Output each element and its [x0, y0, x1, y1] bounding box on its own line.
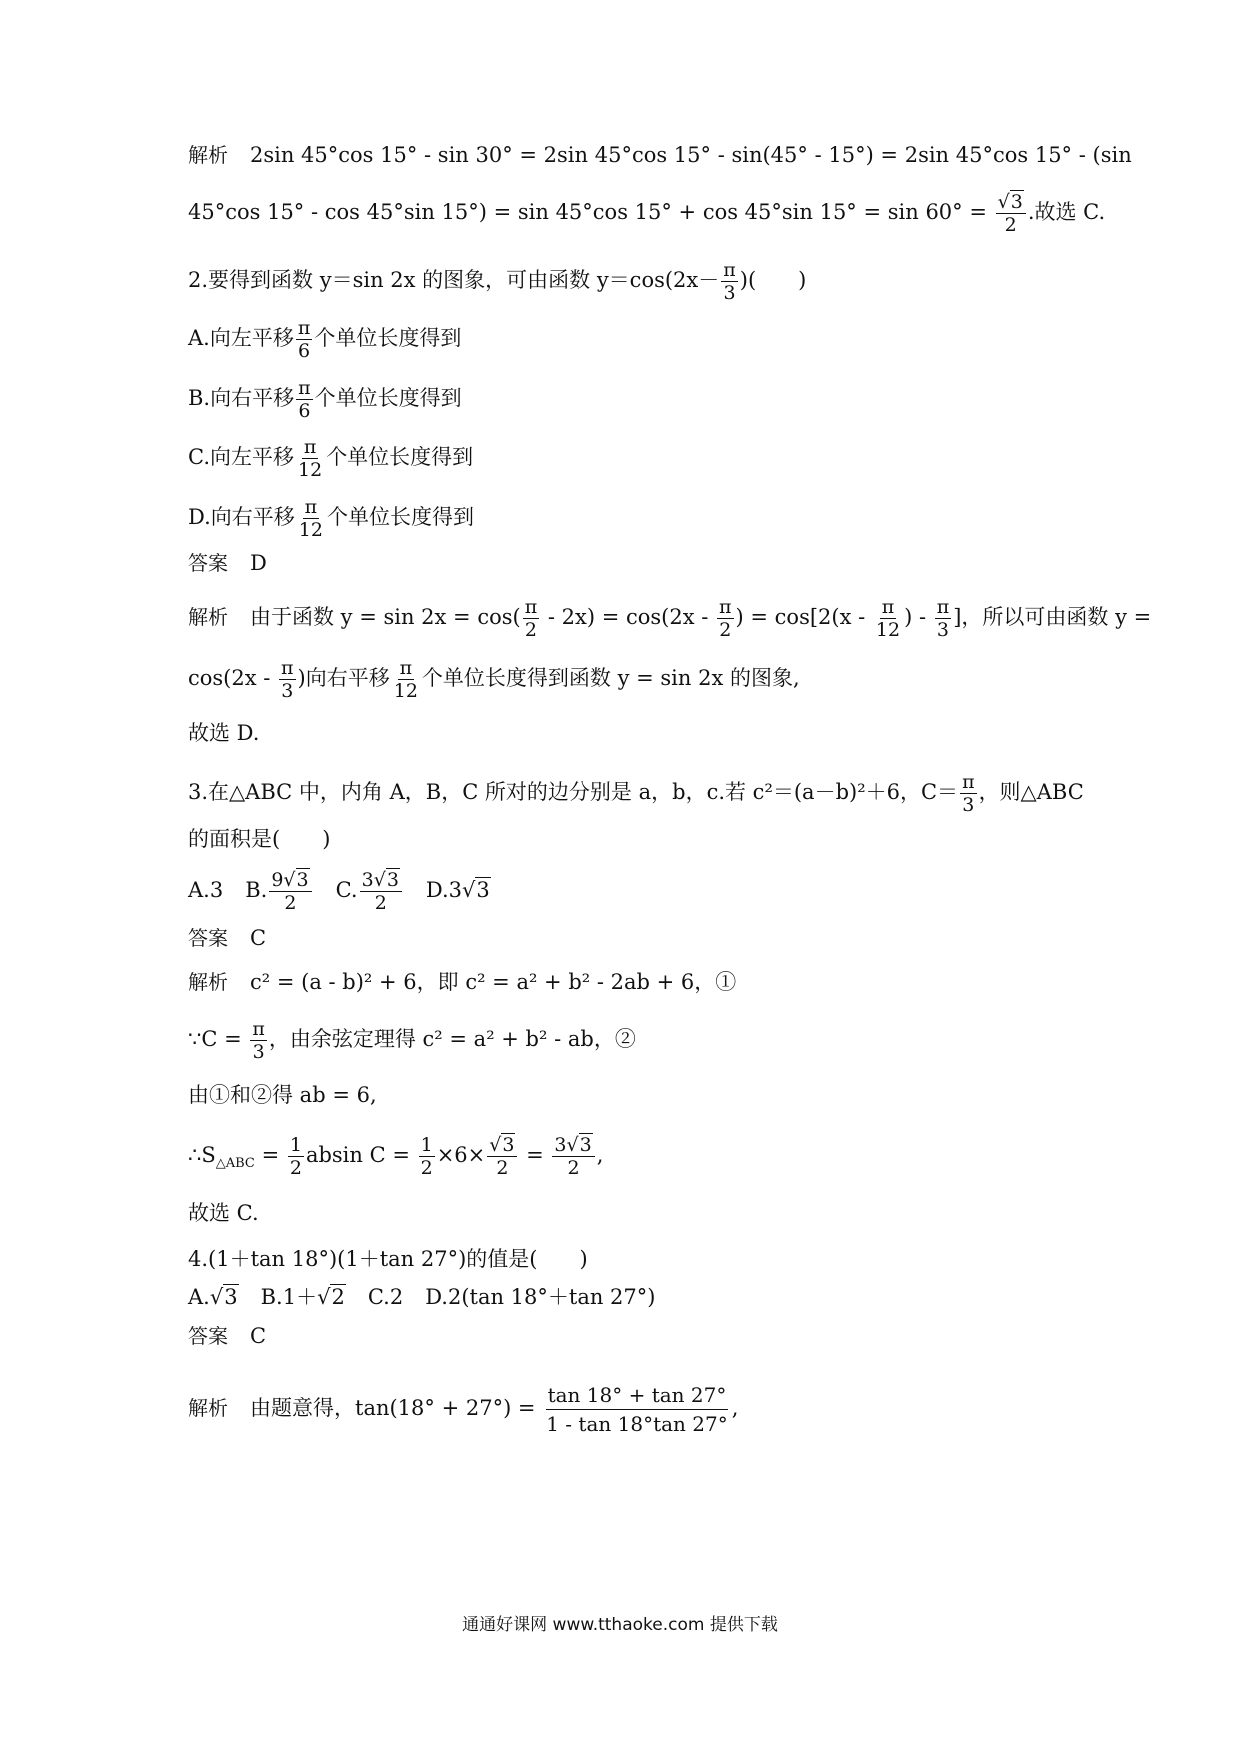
answer-label: 答案	[188, 1324, 228, 1348]
q2-stem: 2.要得到函数 y＝sin 2x 的图象，可由函数 y＝cos(2x－ $\frac{\pi}{3}$ )( )	[188, 259, 807, 304]
q2-analysis-line3: 故选 D.	[188, 721, 260, 745]
q3-option-b-label: B.	[245, 878, 268, 902]
answer-value: D	[250, 551, 267, 575]
answer-value: C	[250, 1324, 267, 1348]
q2-option-c: C.向左平移 $\frac{\pi}{12}$ 个单位长度得到	[188, 436, 474, 481]
q2-option-d: D.向右平移 $\frac{\pi}{12}$ 个单位长度得到	[188, 496, 474, 541]
q2-analysis-line2: cos(2x - $\frac{\pi}{3}$ )向右平移 $\frac{\pi}{12}$ 个单位长度得到函数 y = sin 2x 的图象,	[188, 657, 800, 702]
q3-options: A.3 B. $\frac{9√3}{2}$ C. $\frac{3√3}{2}$ D.3√3	[188, 869, 490, 914]
q2-option-a: A.向左平移 $\frac{\pi}{6}$ 个单位长度得到	[188, 317, 462, 362]
q1-analysis-line1	[188, 135, 1132, 175]
analysis-label: 解析	[188, 605, 228, 629]
q4-option-c: C.2	[367, 1285, 404, 1309]
q3-option-a: A.3	[188, 878, 224, 902]
q4-stem: 4.(1＋tan 18°)(1＋tan 27°)的值是( )	[188, 1247, 588, 1271]
q4-options: A.√3 B.1＋√2 C.2 D.2(tan 18°＋tan 27°)	[188, 1285, 656, 1309]
q2-analysis-line1: 解析 由于函数 y = sin 2x = cos( $\frac{\pi}{2}$ - 2x) = cos(2x - $\frac{\pi}{2}$ ) = cos[2(x - $\frac{\pi}{12}$ ) - $\frac{\pi}{3}$ ]，所以可由函数 y =	[188, 596, 1152, 641]
q2-answer	[188, 543, 1058, 583]
q3-analysis-line3: 由①和②得 ab = 6,	[188, 1083, 377, 1107]
q1-analysis-line2: 45°cos 15° - cos 45°sin 15°) = sin 45°cos 15° + cos 45°sin 15° = sin 60° = $\frac{√3}{2}$ .故选 C.	[188, 191, 1106, 236]
q3-analysis-line2: ∵C = $\frac{\pi}{3}$ ，由余弦定理得 c² = a² + b² - ab，②	[188, 1018, 636, 1063]
q4-analysis: 解析 由题意得，tan(18° + 27°) = $\frac{\tan 18^\circ + \tan 27^\circ}{1 - \tan 18^\circ\tan 27^\circ}$ ,	[188, 1383, 739, 1436]
q2-option-b: B.向右平移 $\frac{\pi}{6}$ 个单位长度得到	[188, 377, 462, 422]
answer-value: C	[250, 926, 267, 950]
q4-option-b: B.1＋	[260, 1285, 318, 1309]
q4-option-a: A.	[188, 1285, 210, 1309]
q3-analysis-line5: 故选 C.	[188, 1201, 259, 1225]
q3-analysis-line1: 解析 c² = (a - b)² + 6，即 c² = a² + b² - 2ab + 6，①	[188, 970, 737, 994]
analysis-label: 解析	[188, 970, 228, 994]
q3-analysis-line4: $\therefore S_{\triangle ABC}$ = $\frac{1}{2}$ absin C = $\frac{1}{2}$ ×6× $\frac{√3}{2}$ = $\frac{3√3}{2}$ ,	[188, 1134, 604, 1179]
q4-option-d: D.2(tan 18°＋tan 27°)	[425, 1285, 656, 1309]
q3-stem-line1: 3.在△ABC 中，内角 A，B，C 所对的边分别是 a，b，c.若 c²＝(a－b)²＋6，C＝ $\frac{\pi}{3}$ ，则△ABC	[188, 771, 1084, 816]
answer-label: 答案	[188, 926, 228, 950]
q1-analysis-text: 2sin 45°cos 15° - sin 30° = 2sin 45°cos 15° - sin(45° - 15°) = 2sin 45°cos 15° - (sin	[250, 143, 1132, 167]
analysis-label: 解析	[188, 143, 228, 167]
q4-answer	[188, 1316, 1058, 1356]
q3-stem-line2: 的面积是( )	[188, 827, 331, 851]
q3-option-d: D.3	[425, 878, 463, 902]
fraction: $\frac{√3}{2}$	[996, 191, 1026, 236]
answer-label: 答案	[188, 551, 228, 575]
q3-answer	[188, 918, 1058, 958]
footer-watermark: 通通好课网 www.tthaoke.com 提供下载	[462, 1615, 778, 1635]
q3-option-c-label: C.	[335, 878, 358, 902]
analysis-label: 解析	[188, 1396, 228, 1420]
